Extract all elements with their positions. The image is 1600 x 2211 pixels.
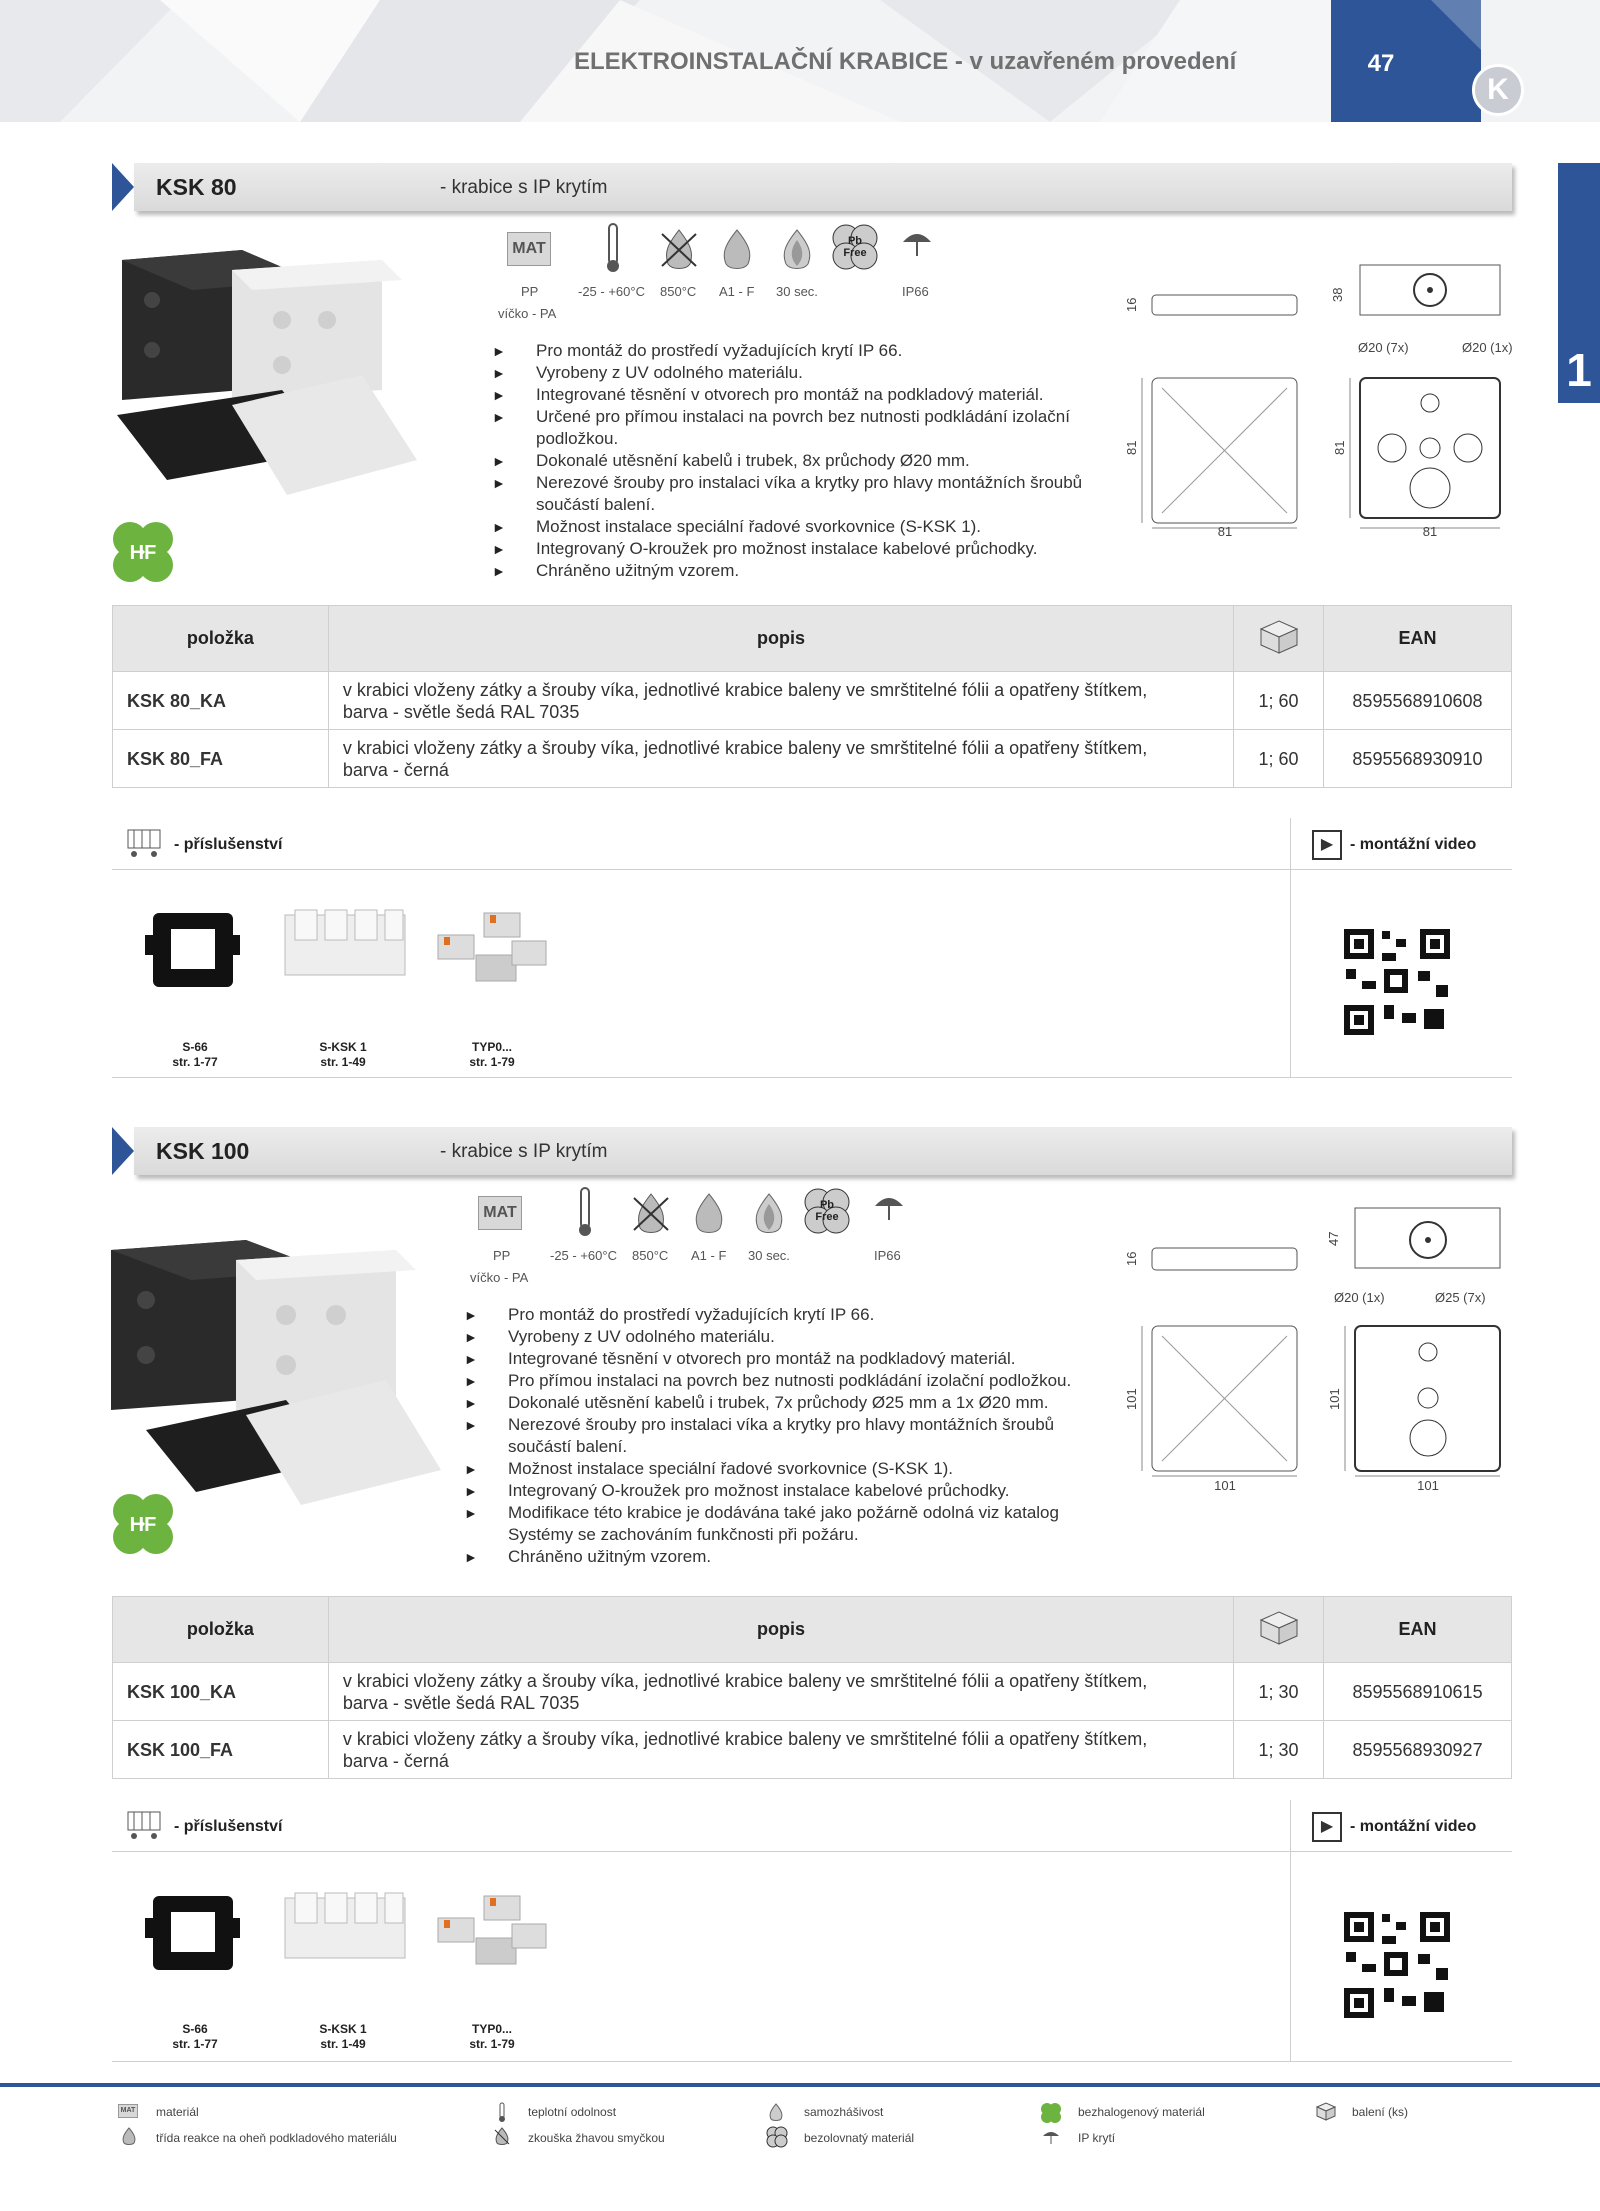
product-photo xyxy=(106,1230,446,1510)
dimension-label: 16 xyxy=(1124,1251,1139,1266)
product-table xyxy=(112,605,1512,788)
table-row xyxy=(113,672,1512,730)
legend-text: balení (ks) xyxy=(1352,2105,1409,2119)
ip-umbrella-icon xyxy=(1042,2128,1060,2146)
table-row xyxy=(113,730,1512,788)
flame-icon xyxy=(714,226,760,272)
accessories-label: - příslušenství xyxy=(174,836,283,853)
legend-text: bezhalogenový materiál xyxy=(1078,2105,1205,2119)
item-description: v krabici vloženy zátky a šrouby víka, jednotlivé krabice baleny ve smrštitelné fólii a opatřeny štítkem, barva - světle šedá RAL 7035 xyxy=(328,672,1233,730)
accessory-name: TYP0... str. 1-79 xyxy=(469,2022,515,2051)
legend-text: teplotní odolnost xyxy=(528,2105,617,2119)
material-icon: MAT xyxy=(478,1196,522,1230)
legend-text: třída reakce na oheň podkladového materiálu xyxy=(156,2131,397,2145)
item-packaging: 1; 60 xyxy=(1234,730,1324,788)
svg-text:Free: Free xyxy=(843,247,867,259)
item-code: KSK 80_FA xyxy=(113,730,329,788)
feature-item: ► Pro přímou instalaci na povrch bez nutnosti podkládání izolační podložkou. xyxy=(464,1370,1104,1392)
dimension-label: 81 xyxy=(1422,524,1438,539)
feature-item: ► Pro montáž do prostředí vyžadujících krytí IP 66. xyxy=(492,340,1102,362)
dimension-label: 38 xyxy=(1330,287,1345,302)
dimension-label: Ø20 (7x) xyxy=(1358,340,1409,355)
accessory-name: S-KSK 1 str. 1-49 xyxy=(319,2022,367,2051)
page-title: ELEKTROINSTALAČNÍ KRABICE - v uzavřeném provedení xyxy=(574,48,1237,75)
column-header: popis xyxy=(328,1597,1233,1663)
flame-icon xyxy=(120,2126,138,2146)
icon-label: 30 sec. xyxy=(748,1248,790,1263)
hf-label: HF xyxy=(129,1514,157,1536)
ip-umbrella-icon xyxy=(900,226,934,266)
glow-wire-icon xyxy=(656,226,702,272)
ip-umbrella-icon xyxy=(872,1190,906,1230)
material-note: víčko - PA xyxy=(470,1270,529,1285)
product-name: KSK 80 xyxy=(156,174,237,200)
legend-text: zkouška žhavou smyčkou xyxy=(528,2131,665,2145)
technical-drawing xyxy=(1110,1200,1530,1500)
item-ean: 8595568930927 xyxy=(1324,1721,1512,1779)
item-packaging: 1; 60 xyxy=(1234,672,1324,730)
column-header: EAN xyxy=(1324,1597,1512,1663)
item-code: KSK 80_KA xyxy=(113,672,329,730)
thermometer-icon xyxy=(570,1186,600,1238)
item-ean: 8595568910608 xyxy=(1324,672,1512,730)
packaging-header xyxy=(1234,606,1324,672)
dimension-label: 16 xyxy=(1124,297,1139,312)
page-number: 47 xyxy=(1367,50,1395,77)
svg-text:Pb: Pb xyxy=(819,1199,835,1211)
shopping-cart-icon xyxy=(124,826,166,860)
material-icon: MAT xyxy=(118,2104,138,2118)
feature-item: ► Nerezové šrouby pro instalaci víka a krytky pro hlavy montážních šroubů součástí balení. xyxy=(492,472,1102,516)
feature-item: ► Možnost instalace speciální řadové svorkovnice (S-KSK 1). xyxy=(464,1458,1104,1480)
column-header: popis xyxy=(328,606,1233,672)
accessory-sksk1-image xyxy=(280,905,410,995)
dimension-label: Ø20 (1x) xyxy=(1462,340,1513,355)
lead-free-icon xyxy=(830,222,880,272)
box-icon xyxy=(1255,1608,1303,1646)
glow-wire-icon xyxy=(628,1190,674,1236)
feature-item: ► Pro montáž do prostředí vyžadujících krytí IP 66. xyxy=(464,1304,1104,1326)
accessories-label: - příslušenství xyxy=(174,1818,283,1835)
feature-item: ► Nerezové šrouby pro instalaci víka a krytky pro hlavy montážních šroubů součástí balení. xyxy=(464,1414,1104,1458)
qr-code-icon[interactable] xyxy=(1340,1908,1454,2022)
accessory-typ0-image xyxy=(432,1888,552,1978)
icon-label: 850°C xyxy=(632,1248,669,1263)
box-icon xyxy=(1314,2100,1338,2122)
dimension-label: 101 xyxy=(1124,1388,1139,1410)
hf-clover-icon xyxy=(108,517,178,587)
column-header: položka xyxy=(113,606,329,672)
item-code: KSK 100_KA xyxy=(113,1663,329,1721)
accessory-name: S-66 str. 1-77 xyxy=(172,1040,218,1069)
icon-label: IP66 xyxy=(902,284,929,299)
feature-item: ► Integrovaný O-kroužek pro možnost instalace kabelové průchodky. xyxy=(492,538,1102,560)
table-row xyxy=(113,1721,1512,1779)
icon-label: A1 - F xyxy=(719,284,755,299)
material-note: víčko - PA xyxy=(498,306,557,321)
icon-label: 30 sec. xyxy=(776,284,818,299)
lead-free-icon xyxy=(766,2126,788,2148)
feature-item: ► Chráněno užitným vzorem. xyxy=(464,1546,1104,1568)
product-subtitle: - krabice s IP krytím xyxy=(440,177,608,198)
feature-item: ► Chráněno užitným vzorem. xyxy=(492,560,1102,582)
dimension-label: 81 xyxy=(1332,440,1347,455)
product-subtitle: - krabice s IP krytím xyxy=(440,1141,608,1162)
accessory-sksk1-image xyxy=(280,1888,410,1978)
thermometer-icon xyxy=(496,2102,508,2122)
icon-label: PP xyxy=(521,284,539,299)
qr-code-icon[interactable] xyxy=(1340,925,1454,1039)
hf-label: HF xyxy=(129,542,157,564)
dimension-label: Ø20 (1x) xyxy=(1334,1290,1385,1305)
product-table xyxy=(112,1596,1512,1779)
hf-clover-icon xyxy=(108,1489,178,1559)
thermometer-icon xyxy=(598,222,628,274)
product-photo xyxy=(112,240,422,505)
legend-text: materiál xyxy=(156,2105,199,2119)
self-extinguish-icon xyxy=(774,226,820,272)
video-label[interactable]: - montážní video xyxy=(1350,836,1477,853)
icon-label: PP xyxy=(493,1248,511,1263)
self-extinguish-icon xyxy=(766,2102,786,2122)
accessory-name: S-66 str. 1-77 xyxy=(172,2022,218,2051)
feature-item: ► Integrovaný O-kroužek pro možnost instalace kabelové průchodky. xyxy=(464,1480,1104,1502)
legend-text: IP krytí xyxy=(1078,2131,1116,2145)
legend-text: samozhášivost xyxy=(804,2105,884,2119)
svg-text:Free: Free xyxy=(815,1211,839,1223)
feature-item: ► Vyrobeny z UV odolného materiálu. xyxy=(492,362,1102,384)
accessory-typ0-image xyxy=(432,905,552,995)
chapter-tab: 1 xyxy=(1558,163,1600,403)
icon-label: 850°C xyxy=(660,284,697,299)
video-label[interactable]: - montážní video xyxy=(1350,1818,1477,1835)
technical-drawing xyxy=(1110,250,1530,550)
feature-item: ► Integrované těsnění v otvorech pro montáž na podkladový materiál. xyxy=(464,1348,1104,1370)
lead-free-icon xyxy=(802,1186,852,1236)
feature-item: ► Modifikace této krabice je dodávána také jako požárně odolná viz katalog Systémy se zachováním funkčnosti při požáru. xyxy=(464,1502,1104,1546)
icon-label: -25 - +60°C xyxy=(578,284,645,299)
box-icon xyxy=(1255,617,1303,655)
item-code: KSK 100_FA xyxy=(113,1721,329,1779)
icon-label: IP66 xyxy=(874,1248,901,1263)
flame-icon xyxy=(686,1190,732,1236)
icon-label: A1 - F xyxy=(691,1248,727,1263)
packaging-header xyxy=(1234,1597,1324,1663)
material-icon: MAT xyxy=(507,232,551,266)
play-video-icon[interactable]: ▶ xyxy=(1312,1812,1342,1842)
svg-text:Pb: Pb xyxy=(847,235,863,247)
accessory-name: S-KSK 1 str. 1-49 xyxy=(319,1040,367,1069)
dimension-label: 81 xyxy=(1217,524,1233,539)
feature-item: ► Dokonalé utěsnění kabelů i trubek, 8x průchody Ø20 mm. xyxy=(492,450,1102,472)
feature-item: ► Vyrobeny z UV odolného materiálu. xyxy=(464,1326,1104,1348)
feature-item: ► Možnost instalace speciální řadové svorkovnice (S-KSK 1). xyxy=(492,516,1102,538)
dimension-label: Ø25 (7x) xyxy=(1435,1290,1486,1305)
shopping-cart-icon xyxy=(124,1808,166,1842)
item-ean: 8595568910615 xyxy=(1324,1663,1512,1721)
footer-divider xyxy=(0,2083,1600,2087)
feature-item: ► Určené pro přímou instalaci na povrch bez nutnosti podkládání izolační podložkou. xyxy=(492,406,1102,450)
item-ean: 8595568930910 xyxy=(1324,730,1512,788)
feature-item: ► Integrované těsnění v otvorech pro montáž na podkladový materiál. xyxy=(492,384,1102,406)
feature-list xyxy=(464,1304,1104,1568)
dimension-label: 101 xyxy=(1327,1388,1342,1410)
dimension-label: 101 xyxy=(1214,1478,1236,1493)
feature-list xyxy=(492,340,1102,582)
product-title-bar xyxy=(134,1127,1512,1175)
play-video-icon[interactable]: ▶ xyxy=(1312,830,1342,860)
dimension-label: 101 xyxy=(1417,1478,1439,1493)
item-description: v krabici vloženy zátky a šrouby víka, jednotlivé krabice baleny ve smrštitelné fólii a opatřeny štítkem, barva - černá xyxy=(328,730,1233,788)
legend-text: bezolovnatý materiál xyxy=(804,2131,915,2145)
glow-wire-icon xyxy=(492,2126,512,2146)
accessory-name: TYP0... str. 1-79 xyxy=(469,1040,515,1069)
accessory-s66-image xyxy=(145,1888,240,1978)
product-title-bar xyxy=(134,163,1512,211)
table-row xyxy=(113,1663,1512,1721)
feature-item: ► Dokonalé utěsnění kabelů i trubek, 7x průchody Ø25 mm a 1x Ø20 mm. xyxy=(464,1392,1104,1414)
dimension-label: 47 xyxy=(1326,1231,1341,1246)
dimension-label: 81 xyxy=(1124,440,1139,455)
item-description: v krabici vloženy zátky a šrouby víka, jednotlivé krabice baleny ve smrštitelné fólii a opatřeny štítkem, barva - černá xyxy=(328,1721,1233,1779)
icon-label: -25 - +60°C xyxy=(550,1248,617,1263)
product-bar-arrow xyxy=(112,1127,134,1175)
column-header: EAN xyxy=(1324,606,1512,672)
column-header: položka xyxy=(113,1597,329,1663)
brand-logo: K xyxy=(1472,64,1524,116)
product-bar-arrow xyxy=(112,163,134,211)
item-packaging: 1; 30 xyxy=(1234,1663,1324,1721)
self-extinguish-icon xyxy=(746,1190,792,1236)
accessory-s66-image xyxy=(145,905,240,995)
item-packaging: 1; 30 xyxy=(1234,1721,1324,1779)
product-name: KSK 100 xyxy=(156,1138,250,1164)
hf-clover-icon xyxy=(1040,2102,1062,2124)
item-description: v krabici vloženy zátky a šrouby víka, jednotlivé krabice baleny ve smrštitelné fólii a opatřeny štítkem, barva - světle šedá RAL 7035 xyxy=(328,1663,1233,1721)
